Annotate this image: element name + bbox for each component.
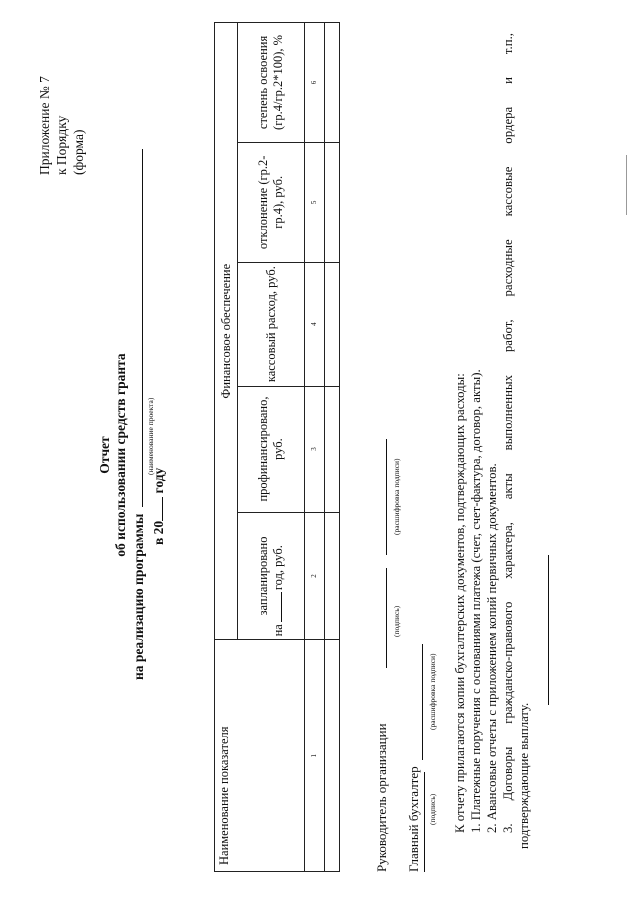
project-name-line (142, 149, 143, 507)
header-planned-line1: запланировано (256, 536, 270, 616)
table-cell (325, 512, 340, 640)
program-label: на реализацию программы (131, 513, 146, 680)
project-name-caption: (наименование проекта) (146, 397, 155, 475)
attachment-item-3-continued: подтверждающие выплату. (517, 702, 531, 849)
head-signature-line (386, 568, 387, 668)
appendix-block (36, 55, 87, 175)
year-blank (162, 497, 163, 521)
accountant-signature-line (424, 772, 425, 872)
header-financed: профинансировано, руб. (238, 386, 305, 512)
page-edge-mark (626, 155, 627, 215)
accountant-signature-caption: (подпись) (428, 793, 437, 825)
financial-report-table (214, 22, 340, 872)
table-cell (325, 23, 340, 143)
header-planned-suffix: год, руб. (271, 545, 285, 591)
appendix-number: Приложение № 7 (37, 76, 52, 175)
table-cell (325, 386, 340, 512)
report-subtitle: об использовании средств гранта (113, 353, 128, 557)
year-suffix: году (151, 467, 166, 494)
table-cell (325, 142, 340, 262)
column-number: 4 (305, 262, 325, 386)
head-of-organization-label: Руководитель организации (374, 723, 389, 872)
header-cash-expense: кассовый расход, руб. (238, 262, 305, 386)
header-planned-prefix: на (271, 624, 285, 637)
report-year-line (151, 468, 167, 545)
chief-accountant-label: Главный бухгалтер (406, 766, 421, 872)
attachment-item-3: 3. Договоры гражданско-правового характера, акты выполненных работ, расходные кассовые ордера и т.п., (501, 33, 515, 833)
column-number: 6 (305, 23, 325, 143)
header-planned-blank (281, 592, 282, 622)
header-planned-line2 (271, 516, 286, 637)
header-financial-provision: Финансовое обеспечение (215, 23, 238, 640)
header-utilization-degree: степень освоения (гр.4/гр.2*100), % (238, 23, 305, 143)
program-line (131, 514, 147, 680)
accountant-decode-line (422, 644, 423, 760)
header-indicator-name: Наименование показателя (215, 640, 305, 872)
attachments-intro: К отчету прилагаются копии бухгалтерских документов, подтверждающих расходы: (453, 373, 467, 833)
head-decode-caption: (расшифровка подписи) (392, 458, 401, 535)
column-number: 5 (305, 142, 325, 262)
accountant-decode-caption: (расшифровка подписи) (428, 653, 437, 730)
column-number: 1 (305, 640, 325, 872)
table-row (325, 23, 340, 872)
year-prefix: в 20 (151, 520, 166, 545)
report-title: Отчет (97, 436, 112, 474)
column-number-row (305, 23, 325, 872)
header-deviation: отклонение (гр.2-гр.4), руб. (238, 142, 305, 262)
attachment-item-2: 2. Авансовые отчеты с приложением копий первичных документов. (485, 463, 499, 833)
attachment-item-1: 1. Платежные поручения с основаниями платежа (счет, счет-фактура, договор, акты). (469, 369, 483, 833)
column-number: 3 (305, 386, 325, 512)
column-number: 2 (305, 512, 325, 640)
appendix-form-mark: (форма) (71, 129, 86, 175)
head-decode-line (386, 439, 387, 555)
bottom-line (548, 555, 549, 705)
header-planned (238, 512, 305, 640)
appendix-reference: к Порядку (54, 115, 69, 175)
table-cell (325, 262, 340, 386)
head-signature-caption: (подпись) (392, 605, 401, 637)
table-cell (325, 640, 340, 872)
